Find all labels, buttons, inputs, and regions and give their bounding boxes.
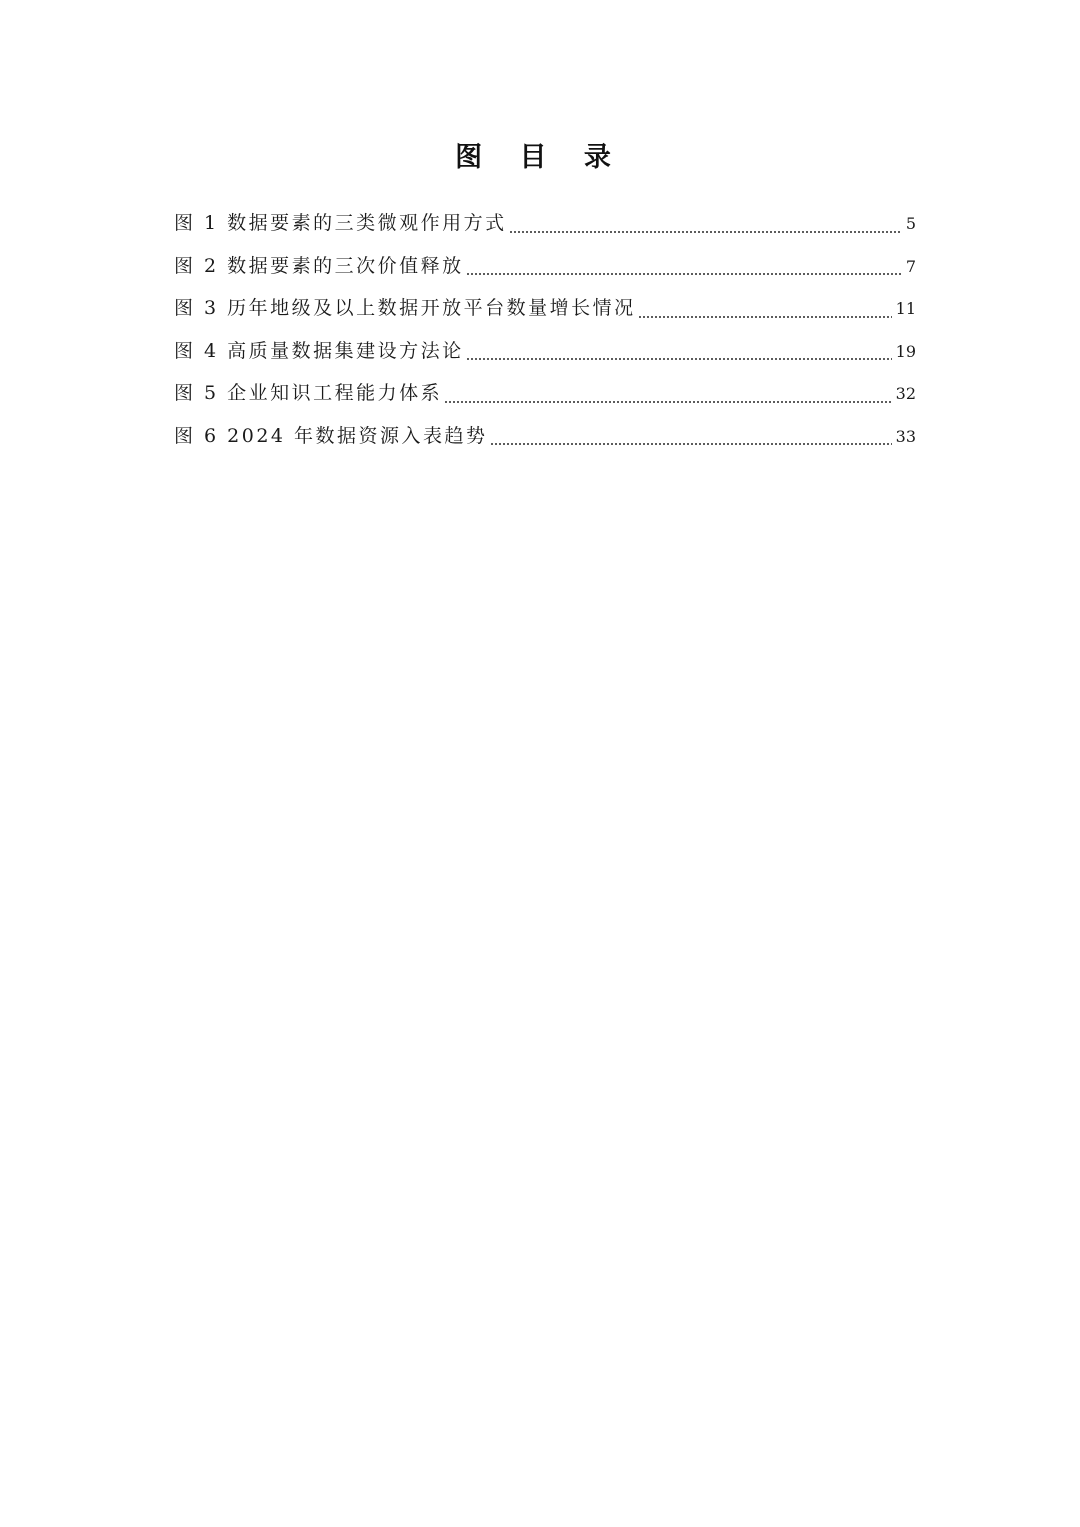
figure-toc-list xyxy=(174,202,916,457)
toc-entry[interactable] xyxy=(174,372,916,415)
dot-leader xyxy=(444,385,891,404)
dot-leader xyxy=(490,427,892,446)
toc-entry[interactable] xyxy=(174,202,916,245)
toc-entry-label: 图 4 高质量数据集建设方法论 xyxy=(174,339,464,362)
toc-entry-page: 7 xyxy=(905,256,916,276)
dot-leader xyxy=(638,300,892,319)
dot-leader xyxy=(466,257,902,276)
toc-entry-page: 19 xyxy=(895,341,916,361)
toc-entry[interactable] xyxy=(174,330,916,373)
toc-entry-page: 32 xyxy=(895,384,916,403)
toc-entry-page: 5 xyxy=(905,214,916,233)
page-title: 图 目 录 xyxy=(455,142,625,173)
dot-leader xyxy=(466,342,892,361)
toc-entry-page: 33 xyxy=(895,426,916,446)
toc-entry-label: 图 1 数据要素的三类微观作用方式 xyxy=(174,212,507,234)
toc-entry-page: 11 xyxy=(895,299,916,318)
toc-entry-label: 图 2 数据要素的三次价值释放 xyxy=(174,254,464,277)
toc-entry[interactable] xyxy=(174,245,916,288)
dot-leader xyxy=(509,215,902,234)
toc-entry-label: 图 3 历年地级及以上数据开放平台数量增长情况 xyxy=(174,297,636,319)
toc-entry[interactable] xyxy=(174,415,916,458)
toc-entry-label: 图 6 2024 年数据资源入表趋势 xyxy=(174,424,488,447)
toc-entry[interactable] xyxy=(174,287,916,330)
toc-entry-label: 图 5 企业知识工程能力体系 xyxy=(174,382,443,404)
